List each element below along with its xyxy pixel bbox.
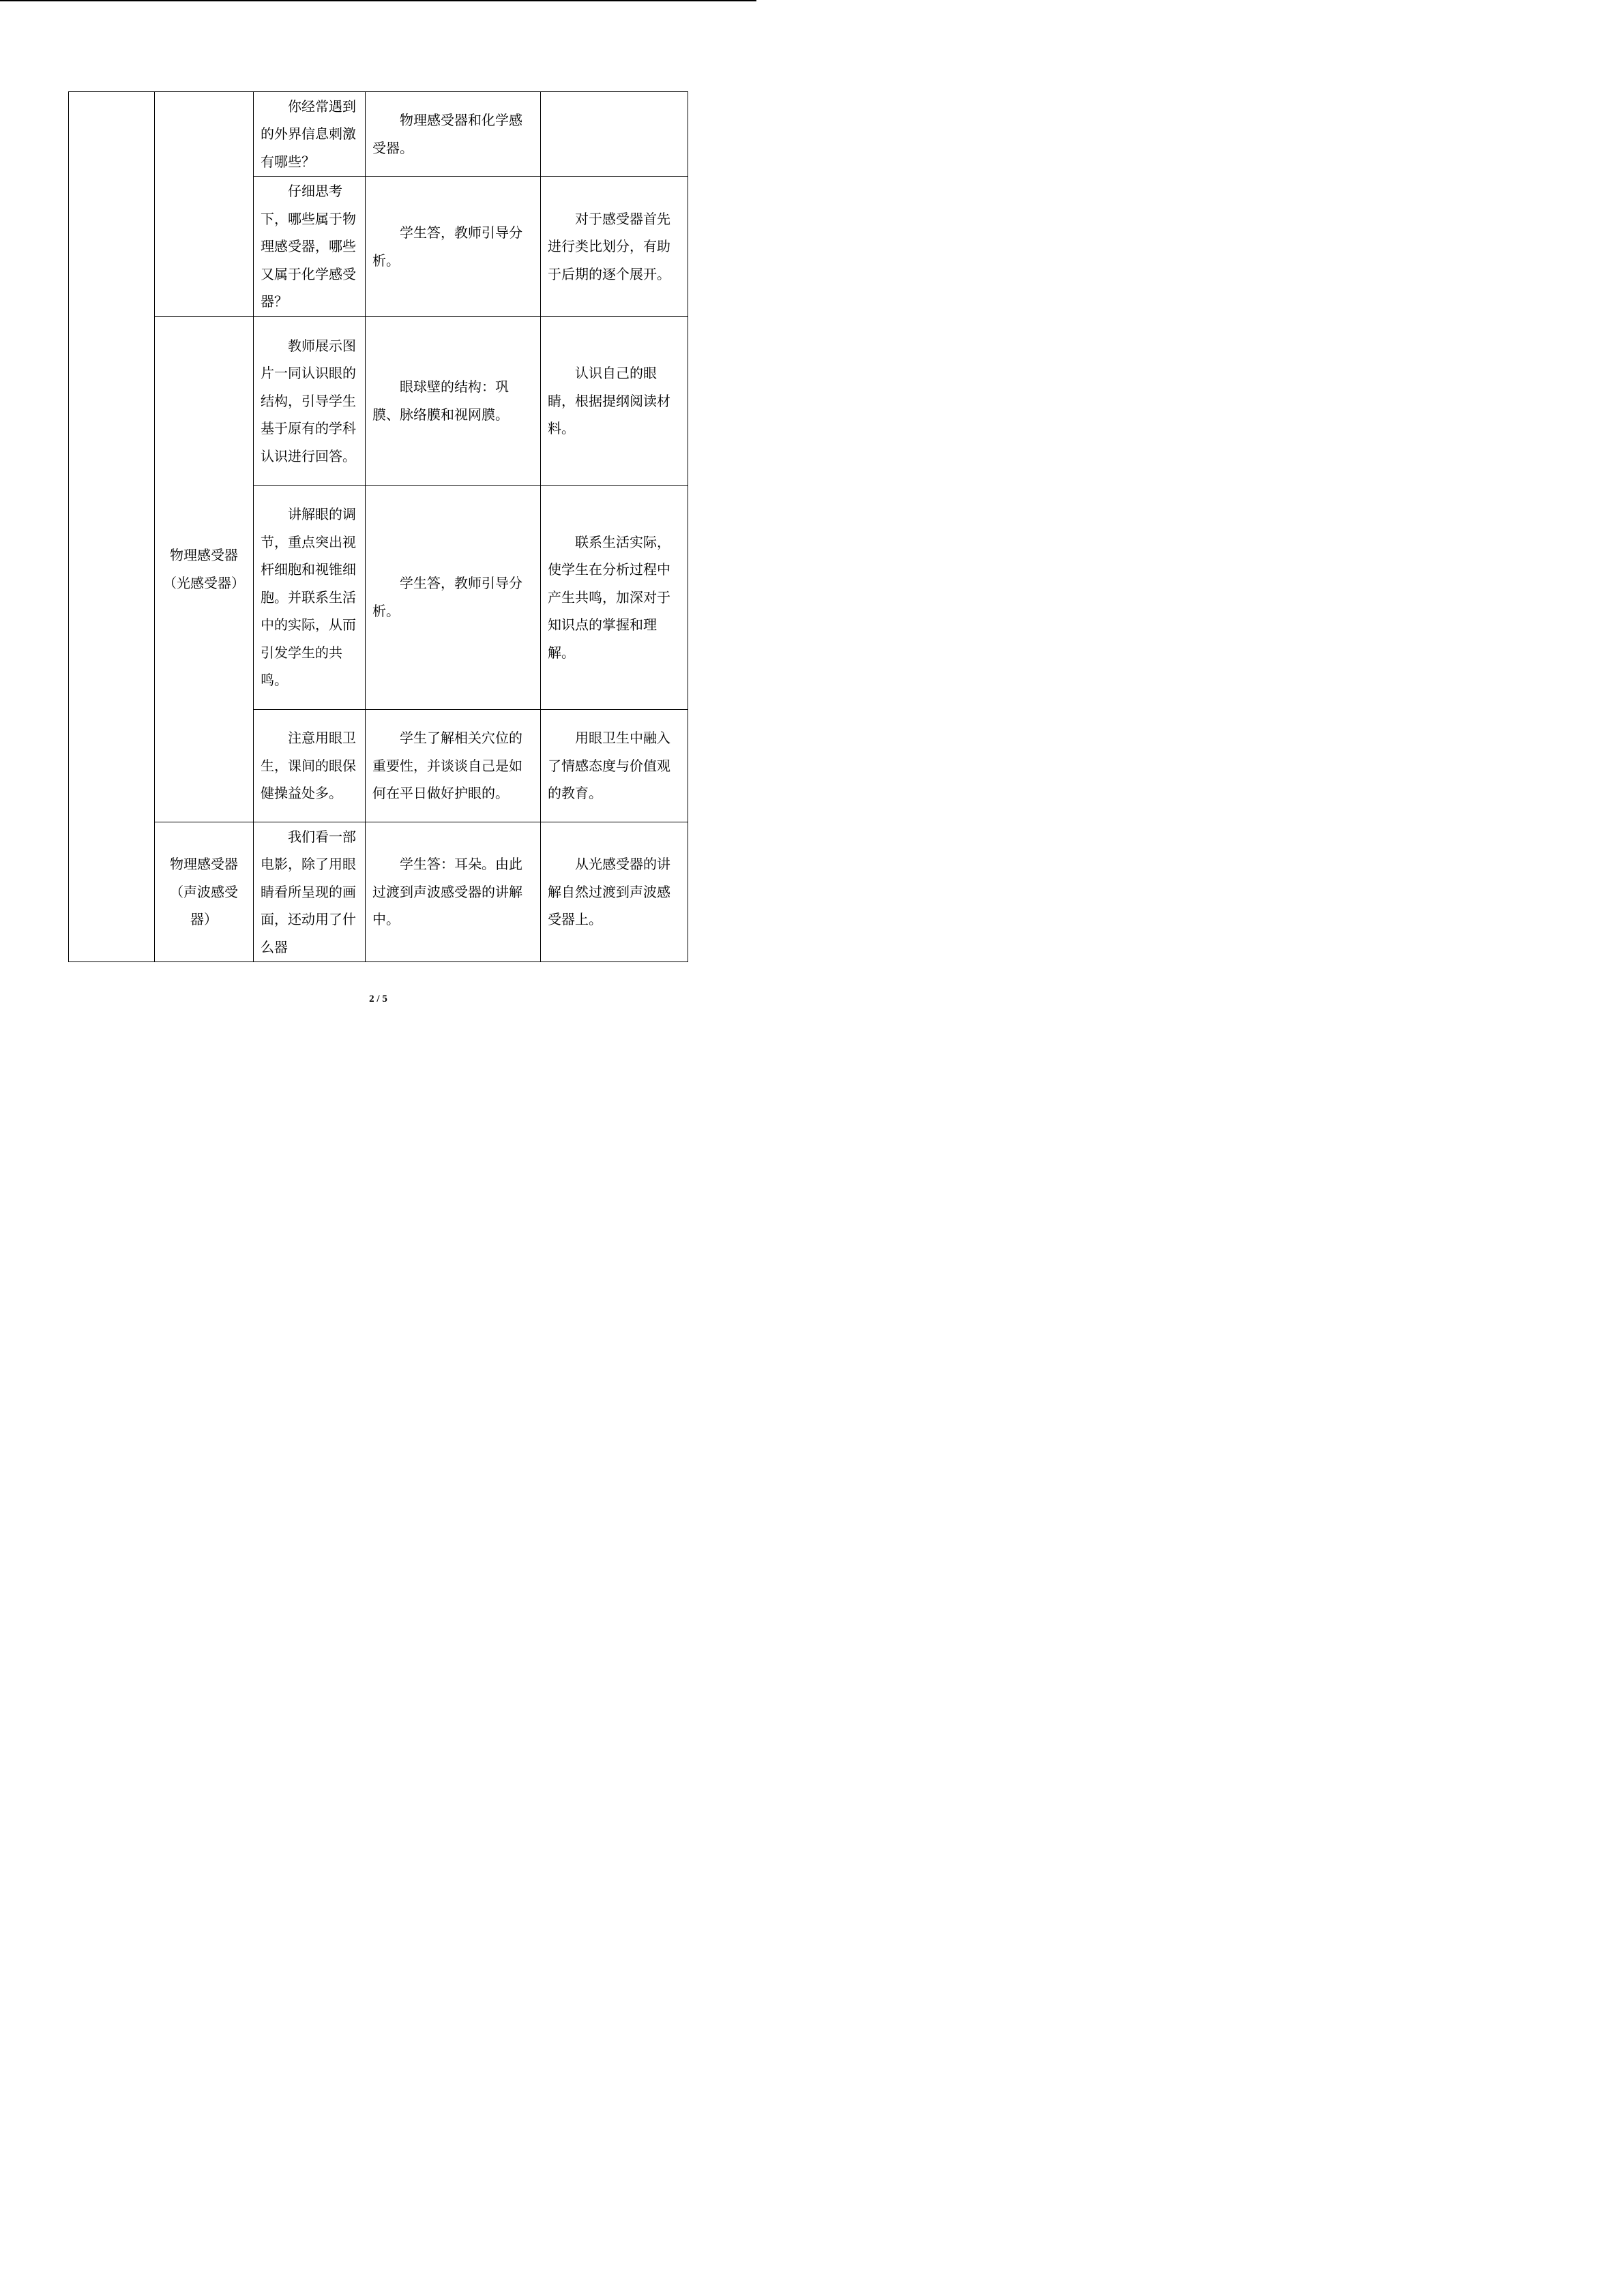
section-cell <box>155 92 254 317</box>
student-activity-cell: 学生了解相关穴位的重要性，并谈谈自己是如何在平日做好护眼的。 <box>366 710 541 822</box>
student-activity-cell: 物理感受器和化学感受器。 <box>366 92 541 177</box>
blank-stage-cell <box>69 92 155 962</box>
lesson-plan-table <box>68 91 688 962</box>
section-cell: 物理感受器（声波感受器） <box>155 822 254 962</box>
teacher-activity-cell: 注意用眼卫生，课间的眼保健操益处多。 <box>254 710 366 822</box>
table-row <box>69 822 688 962</box>
table-row <box>69 317 688 486</box>
student-activity-cell: 学生答，教师引导分析。 <box>366 486 541 710</box>
teacher-activity-cell: 讲解眼的调节，重点突出视杆细胞和视锥细胞。并联系生活中的实际，从而引发学生的共鸣。 <box>254 486 366 710</box>
teacher-activity-cell: 你经常遇到的外界信息刺激有哪些？ <box>254 92 366 177</box>
teacher-activity-cell: 教师展示图片一同认识眼的结构，引导学生基于原有的学科认识进行回答。 <box>254 317 366 486</box>
design-intent-cell: 对于感受器首先进行类比划分，有助于后期的逐个展开。 <box>541 177 688 317</box>
student-activity-cell: 学生答，教师引导分析。 <box>366 177 541 317</box>
table-row <box>69 92 688 177</box>
design-intent-cell: 从光感受器的讲解自然过渡到声波感受器上。 <box>541 822 688 962</box>
design-intent-cell: 认识自己的眼睛，根据提纲阅读材料。 <box>541 317 688 486</box>
teacher-activity-cell: 我们看一部电影，除了用眼睛看所呈现的画面，还动用了什么器 <box>254 822 366 962</box>
section-cell: 物理感受器（光感受器） <box>155 317 254 822</box>
design-intent-cell: 用眼卫生中融入了情感态度与价值观的教育。 <box>541 710 688 822</box>
design-intent-cell <box>541 92 688 177</box>
design-intent-cell: 联系生活实际，使学生在分析过程中产生共鸣，加深对于知识点的掌握和理解。 <box>541 486 688 710</box>
teacher-activity-cell: 仔细思考下，哪些属于物理感受器，哪些又属于化学感受器？ <box>254 177 366 317</box>
page-top-border <box>0 0 756 1</box>
student-activity-cell: 眼球壁的结构：巩膜、脉络膜和视网膜。 <box>366 317 541 486</box>
page-number: 2 / 5 <box>369 994 387 1004</box>
student-activity-cell: 学生答：耳朵。由此过渡到声波感受器的讲解中。 <box>366 822 541 962</box>
